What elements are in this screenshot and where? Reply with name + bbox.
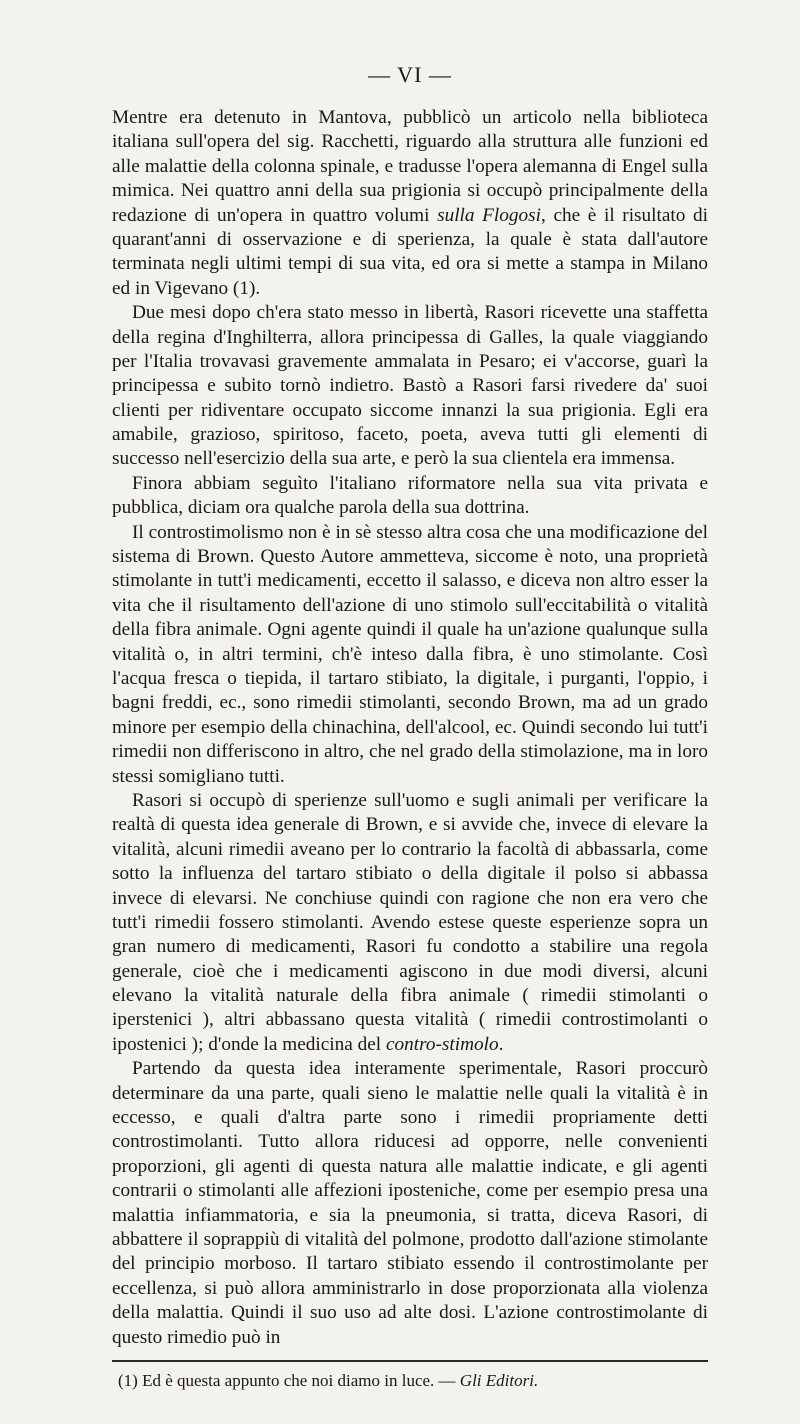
body-text xyxy=(112,106,708,1350)
text-run: Finora abbiam seguìto l'italiano riformatore nella sua vita privata e pubblica, diciam ora qualche parola della sua dottrina. xyxy=(112,472,708,519)
text-run: Rasori si occupò di sperienze sull'uomo e sugli animali per verificare la realtà di questa idea generale di Brown, e si avvide che, invece di elevare la vitalità, alcuni rimedii aveano per lo contrario la facoltà di abbassarla, come sotto la influenza del tartaro stibiato o della digitale il polso si abbassa invece di elevarsi. Ne conchiuse quindi con ragione che non era vero che tutt'i rimedii fossero stimolanti. Avendo estese queste esperienze sopra un gran numero di medicamenti, Rasori fu condotto a stabilire una regola generale, cioè che i medicamenti agiscono in due modi diversi, alcuni elevano la vitalità naturale della fibra animale ( rimedii stimolanti o iperstenici ), altri abbassano questa vitalità ( rimedii controstimolanti o ipostenici ); d'onde la medicina del xyxy=(112,789,708,1055)
footnote-text: (1) Ed è questa appunto che noi diamo in luce. — xyxy=(118,1371,460,1390)
book-page xyxy=(112,0,708,1424)
text-run: Partendo da questa idea interamente sperimentale, Rasori proccurò determinare da una parte, quali sieno le malattie nelle quali la vitalità è in eccesso, e quali d'altra parte sono i rimedii propriamente detti controstimolanti. Tutto allora riducesi ad opporre, nelle convenienti proporzioni, gli agenti di questa natura alle malattie indicate, e gli agenti contrarii o stimolanti alle affezioni iposteniche, come per esempio presa una malattia infiammatoria, e sia la pneumonia, si tratta, diceva Rasori, di abbattere il soprappiù di vitalità del polmone, prodotto dall'azione stimolante del principio morboso. Il tartaro stibiato essendo il controstimolante per eccellenza, si può allora amministrarlo in dose proporzionata alla violenza della malattia. Quindi il suo uso ad alte dosi. L'azione controstimolante di questo rimedio può in xyxy=(112,1058,708,1348)
italic-term: contro-stimolo xyxy=(385,1033,499,1055)
paragraph xyxy=(112,789,708,1057)
text-run: , che è il risultato di quarant'anni di osservazione e di sperienza, la quale è stata dall'autore terminata negli ultimi tempi di sua vita, ed ora si mette a stampa in Milano ed in Vigevano (1). xyxy=(112,204,708,299)
paragraph xyxy=(112,301,708,472)
paragraph xyxy=(112,106,708,301)
text-run: . xyxy=(498,1033,504,1055)
paragraph xyxy=(112,1057,708,1350)
page-number: — VI — xyxy=(368,62,452,87)
paragraph xyxy=(112,472,708,521)
italic-title: sulla Flogosi xyxy=(437,204,541,226)
footnote-attribution: Gli Editori. xyxy=(459,1371,539,1390)
text-run: Il controstimolismo non è in sè stesso altra cosa che una modificazione del sistema di Brown. Questo Autore ammetteva, siccome è noto, una proprietà stimolante in tutt'i medicamenti, eccetto il salasso, e diceva non altro esser la vita che il risultamento dell'azione di uno stimolo sull'eccitabilità o vitalità della fibra animale. Ogni agente quindi il quale ha un'azione qualunque sulla vitalità o, in altri termini, ch'è inteso dalla fibra, è uno stimolante. Così l'acqua fresca o tiepida, il tartaro stibiato, la digitale, i purganti, l'oppio, i bagni freddi, ec., sono rimedii stimolanti, secondo Brown, ma ad un grado minore per esempio della chinachina, dell'alcool, ec. Quindi secondo lui tutt'i rimedii non differiscono in altro, che nel grado della stimolazione, ma in loro stessi somigliano tutti. xyxy=(112,521,708,787)
text-run: Mentre era detenuto in Mantova, pubblicò un articolo nella biblioteca italiana sull'opera del sig. Racchetti, riguardo alla struttura alle funzioni ed alle malattie della colonna spinale, e tradusse l'opera alemanna di Engel sulla mimica. Nei quattro anni della sua prigionia si occupò principalmente della redazione di un'opera in quattro volumi xyxy=(112,107,708,226)
footnote-divider xyxy=(112,1360,708,1362)
footnote xyxy=(118,1370,708,1392)
text-run: Due mesi dopo ch'era stato messo in libertà, Rasori ricevette una staffetta della regina d'Inghilterra, allora principessa di Galles, la quale viaggiando per l'Italia trovavasi gravemente ammalata in Pesaro; ei v'accorse, guarì la principessa e subito tornò indietro. Bastò a Rasori farsi rivedere da' suoi clienti per ridiventare occupato siccome innanzi la sua prigionia. Egli era amabile, grazioso, spiritoso, faceto, poeta, aveva tutti gli elementi di successo nell'esercizio della sua arte, e però la sua clientela era immensa. xyxy=(112,302,708,470)
paragraph xyxy=(112,521,708,789)
